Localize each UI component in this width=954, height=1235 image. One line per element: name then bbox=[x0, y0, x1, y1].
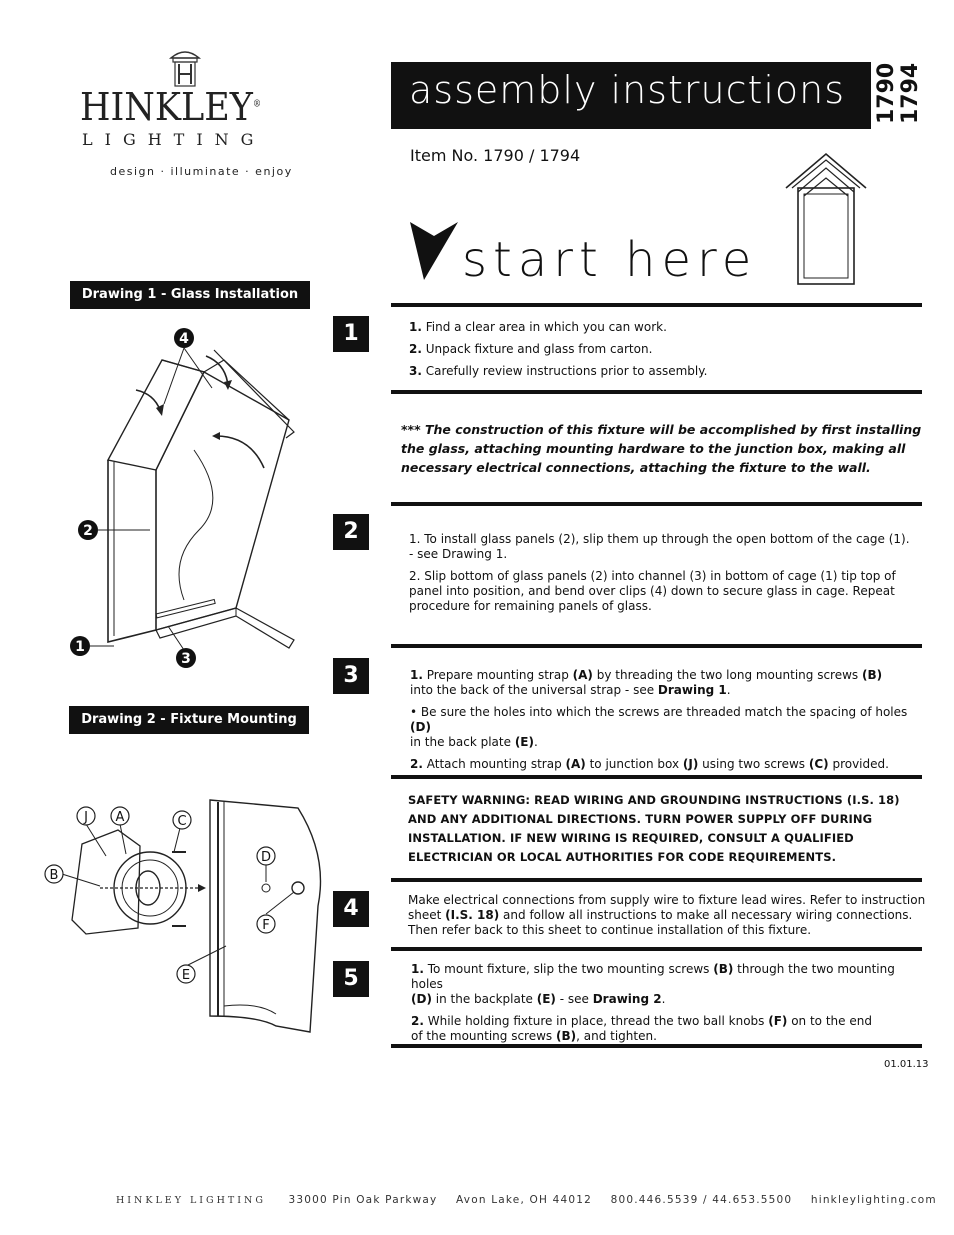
step-5-number: 5 bbox=[333, 961, 369, 997]
divider bbox=[391, 947, 922, 951]
construction-notice: *** The construction of this fixture will be accomplished by first installing the glass, attaching mounting hardware to the junction box, making all necessary electrical connections, attaching the fixture to the wall. bbox=[401, 422, 922, 475]
start-here-heading: start here bbox=[462, 232, 758, 288]
callout-c: C bbox=[177, 814, 187, 829]
step-1-number: 1 bbox=[333, 316, 369, 352]
drawing-1-label: Drawing 1 - Glass Installation bbox=[70, 281, 310, 309]
model-a: 1790 bbox=[874, 62, 899, 124]
tagline: design · illuminate · enjoy bbox=[110, 165, 293, 178]
footer-phone: 800.446.5539 / 44.653.5500 bbox=[610, 1194, 793, 1206]
step-3-number: 3 bbox=[333, 658, 369, 694]
drawing-2-label: Drawing 2 - Fixture Mounting bbox=[69, 706, 309, 734]
callout-4: 4 bbox=[179, 331, 189, 347]
model-numbers bbox=[872, 62, 924, 129]
divider bbox=[391, 775, 922, 779]
callout-a: A bbox=[115, 810, 125, 825]
start-arrow-icon bbox=[410, 222, 458, 282]
fixture-thumbnail-icon bbox=[784, 152, 868, 286]
callout-f: F bbox=[262, 918, 270, 933]
footer bbox=[116, 1194, 937, 1206]
model-b: 1794 bbox=[898, 62, 923, 124]
revision-date: 01.01.13 bbox=[884, 1059, 929, 1070]
drawing-2-fixture-mounting bbox=[38, 796, 338, 1046]
step-2-number: 2 bbox=[333, 514, 369, 550]
step-1-item: 3. Carefully review instructions prior to assembly. bbox=[409, 364, 708, 378]
callout-e: E bbox=[181, 968, 191, 983]
drawing-1-glass-installation bbox=[64, 320, 314, 680]
step-1-item: 2. Unpack fixture and glass from carton. bbox=[409, 342, 653, 356]
step-4-number: 4 bbox=[333, 891, 369, 927]
step-1-text bbox=[409, 320, 919, 386]
logo-sub: LIGHTING bbox=[82, 130, 266, 149]
divider bbox=[391, 303, 922, 307]
callout-3: 3 bbox=[181, 651, 191, 667]
divider bbox=[391, 878, 922, 882]
step-2-text: 1. To install glass panels (2), slip them up through the open bottom of the cage (1). - see Drawing 1. 2. Slip bottom of glass panels (2) into channel (3) in bottom of cage (1) tip top of panel into position, and bend over clips (4) down to secure glass in cage. Repeat procedure for remaining panels of glass. bbox=[409, 532, 910, 613]
step-3-text: 1. Prepare mounting strap (A) by threading the two long mounting screws (B) into the back of the universal strap - see Drawing 1. • Be sure the holes into which the screws are threaded match the spacing of holes (D) in the back plate (E). 2. Attach mounting strap (A) to junction box (J) using two screws (C) provided. bbox=[410, 668, 908, 771]
footer-brand: HINKLEY LIGHTING bbox=[116, 1195, 266, 1206]
divider bbox=[391, 502, 922, 506]
logo-brand: HINKLEY® bbox=[80, 85, 262, 129]
callout-2: 2 bbox=[83, 523, 93, 539]
callout-b: B bbox=[49, 868, 59, 883]
divider bbox=[391, 644, 922, 648]
footer-web: hinkleylighting.com bbox=[810, 1194, 937, 1206]
callout-j: J bbox=[84, 810, 88, 825]
footer-address: 33000 Pin Oak Parkway bbox=[288, 1194, 438, 1206]
safety-warning: SAFETY WARNING: READ WIRING AND GROUNDING INSTRUCTIONS (I.S. 18) AND ANY ADDITIONAL DIRECTIONS. TURN POWER SUPPLY OFF DURING INSTALLATION. IF NEW WIRING IS REQUIRED, CONSULT A QUALIFIED ELECTRICIAN OR LOCAL AUTHORITIES FOR CODE REQUIREMENTS. bbox=[408, 793, 900, 864]
footer-city: Avon Lake, OH 44012 bbox=[456, 1194, 593, 1206]
step-1-item: 1. Find a clear area in which you can work. bbox=[409, 320, 667, 334]
page-title: assembly instructions bbox=[391, 62, 871, 129]
step-5-text: 1. To mount fixture, slip the two mounting screws (B) through the two mounting holes (D) in the backplate (E) - see Drawing 2. 2. While holding fixture in place, thread the two ball knobs (F) on to the end of the mounting screws (B), and tighten. bbox=[411, 962, 895, 1043]
divider bbox=[391, 390, 922, 394]
lantern-logo-icon bbox=[165, 44, 205, 90]
callout-1: 1 bbox=[75, 639, 85, 655]
callout-d: D bbox=[260, 850, 272, 865]
divider bbox=[391, 1044, 922, 1048]
step-4-text: Make electrical connections from supply wire to fixture lead wires. Refer to instruction sheet (I.S. 18) and follow all instructions to make all necessary wiring connections. Then refer back to this sheet to continue installation of this fixture. bbox=[408, 893, 926, 937]
item-number: Item No. 1790 / 1794 bbox=[410, 146, 581, 165]
